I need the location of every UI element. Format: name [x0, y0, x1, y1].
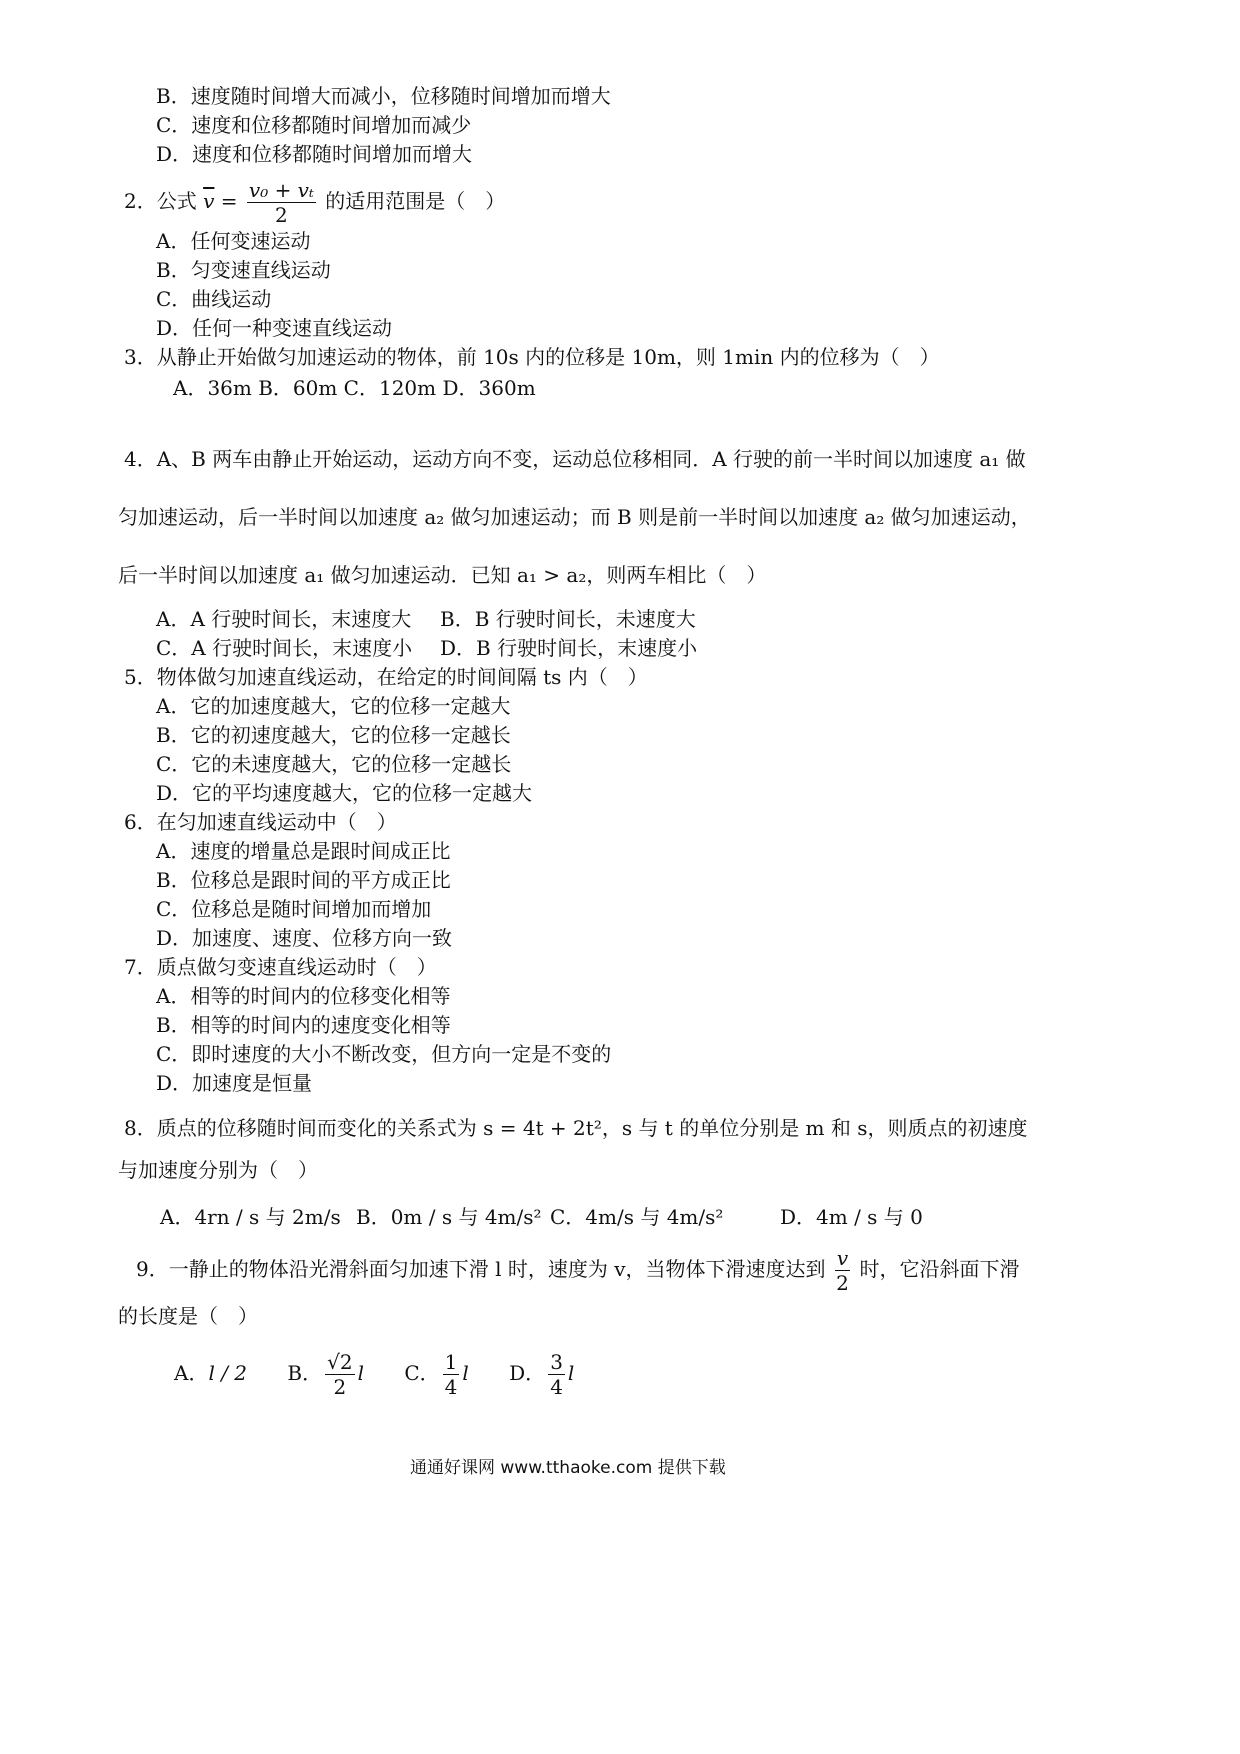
q9-option-a — [174, 1363, 247, 1383]
q8-option-c: C．4m/s 与 4m/s² — [550, 1205, 724, 1229]
q9-stem-part1: 9．一静止的物体沿光滑斜面匀加速下滑 l 时，速度为 v，当物体下滑速度达到 — [136, 1257, 826, 1281]
q1-option-d: D．速度和位移都随时间增加而增大 — [156, 142, 473, 166]
q4-option-a: A．A 行驶时间长，末速度大 — [156, 607, 412, 631]
q3-stem: 3．从静止开始做匀加速运动的物体，前 10s 内的位移是 10m，则 1min 内的位移为（ ） — [124, 345, 940, 369]
q6-option-d: D．加速度、速度、位移方向一致 — [156, 926, 453, 950]
q9-option-d-denominator: 4 — [550, 1375, 563, 1399]
q7-option-a: A．相等的时间内的位移变化相等 — [156, 984, 451, 1008]
q9-option-b-fraction — [325, 1352, 354, 1397]
q6-option-b: B．位移总是跟时间的平方成正比 — [156, 868, 451, 892]
q9-option-a-label: A． — [174, 1361, 209, 1385]
q4-line2: 匀加速运动，后一半时间以加速度 a₂ 做匀加速运动；而 B 则是前一半时间以加速度 a₂ 做匀加速运动， — [118, 505, 1031, 529]
q8-line1: 8．质点的位移随时间而变化的关系式为 s = 4t + 2t²，s 与 t 的单位分别是 m 和 s，则质点的初速度 — [124, 1116, 1028, 1140]
q2-option-b: B．匀变速直线运动 — [156, 258, 331, 282]
q9-option-b-denominator: 2 — [333, 1375, 347, 1399]
q5-option-a: A．它的加速度越大，它的位移一定越大 — [156, 694, 511, 718]
q9-option-d-fraction — [548, 1352, 565, 1397]
q5-option-c: C．它的未速度越大，它的位移一定越长 — [156, 752, 512, 776]
q2-option-d: D．任何一种变速直线运动 — [156, 316, 393, 340]
q9-option-c — [404, 1352, 468, 1397]
q7-option-c: C．即时速度的大小不断改变，但方向一定是不变的 — [156, 1042, 612, 1066]
q4-option-b: B．B 行驶时间长，未速度大 — [440, 607, 696, 631]
q9-option-b-numerator: √2 — [327, 1350, 353, 1374]
q6-stem: 6．在匀加速直线运动中（ ） — [124, 810, 397, 834]
q8-option-a: A．4rn / s 与 2m/s — [160, 1205, 341, 1229]
q8-option-b: B．0m / s 与 4m/s² — [356, 1205, 542, 1229]
q9-option-b-var: l — [357, 1361, 364, 1385]
q9-line2: 的长度是（ ） — [118, 1304, 258, 1328]
q8-line2: 与加速度分别为（ ） — [118, 1158, 318, 1182]
q2-option-a: A．任何变速运动 — [156, 229, 311, 253]
q9-fraction-denominator: 2 — [836, 1271, 849, 1295]
q9-option-d-label: D． — [509, 1361, 546, 1385]
q4-line3: 后一半时间以加速度 a₁ 做匀加速运动．已知 a₁ > a₂，则两车相比（ ） — [118, 563, 767, 587]
q9-stem — [136, 1248, 1020, 1293]
q7-option-b: B．相等的时间内的速度变化相等 — [156, 1013, 451, 1037]
q9-stem-fraction — [835, 1248, 850, 1293]
q9-option-c-label: C． — [404, 1361, 440, 1385]
page-footer: 通通好课网 www.tthaoke.com 提供下载 — [410, 1458, 726, 1478]
q4-option-d: D．B 行驶时间长，末速度小 — [440, 636, 698, 660]
q9-option-c-var: l — [462, 1361, 469, 1385]
q2-suffix: 的适用范围是（ ） — [325, 189, 506, 213]
q5-stem: 5．物体做匀加速直线运动，在给定的时间间隔 ts 内（ ） — [124, 665, 648, 689]
q9-option-b — [287, 1352, 364, 1397]
q2-number: 2．公式 — [124, 189, 197, 213]
q9-stem-part2: 时，它沿斜面下滑 — [859, 1257, 1020, 1281]
q4-line1: 4．A、B 两车由静止开始运动，运动方向不变，运动总位移相同．A 行驶的前一半时间以加速度 a₁ 做 — [124, 447, 1026, 471]
q9-option-d-var: l — [567, 1361, 575, 1385]
q9-option-c-denominator: 4 — [444, 1375, 458, 1399]
q9-option-c-fraction — [443, 1352, 460, 1397]
q6-option-c: C．位移总是随时间增加而增加 — [156, 897, 432, 921]
q4-option-c: C．A 行驶时间长，末速度小 — [156, 636, 413, 660]
q7-option-d: D．加速度是恒量 — [156, 1071, 313, 1095]
q1-option-c: C．速度和位移都随时间增加而减少 — [156, 113, 472, 137]
q3-options: A．36m B．60m C．120m D．360m — [173, 376, 536, 400]
q7-stem: 7．质点做匀变速直线运动时（ ） — [124, 955, 437, 979]
q9-options — [174, 1352, 608, 1397]
q9-option-a-value: l / 2 — [208, 1361, 248, 1385]
q2-formula-eq: = — [220, 189, 238, 213]
q2-formula-fraction — [247, 180, 316, 225]
q2-formula-lhs: $\overline{v}$ — [203, 189, 215, 213]
q2-option-c: C．曲线运动 — [156, 287, 272, 311]
q2-formula-denominator: 2 — [275, 203, 288, 227]
q1-option-b: B．速度随时间增大而减小，位移随时间增加而增大 — [156, 84, 611, 108]
q9-fraction-numerator: v — [836, 1246, 849, 1270]
q9-option-d — [509, 1352, 574, 1397]
q9-option-b-label: B． — [287, 1361, 323, 1385]
q5-option-d: D．它的平均速度越大，它的位移一定越大 — [156, 781, 533, 805]
q9-option-c-numerator: 1 — [444, 1350, 458, 1374]
q2-formula-numerator: v₀ + vₜ — [248, 178, 314, 202]
q8-option-d: D．4m / s 与 0 — [780, 1205, 923, 1229]
q9-option-d-numerator: 3 — [550, 1350, 563, 1374]
q5-option-b: B．它的初速度越大，它的位移一定越长 — [156, 723, 511, 747]
q2-stem — [124, 180, 505, 225]
q6-option-a: A．速度的增量总是跟时间成正比 — [156, 839, 451, 863]
